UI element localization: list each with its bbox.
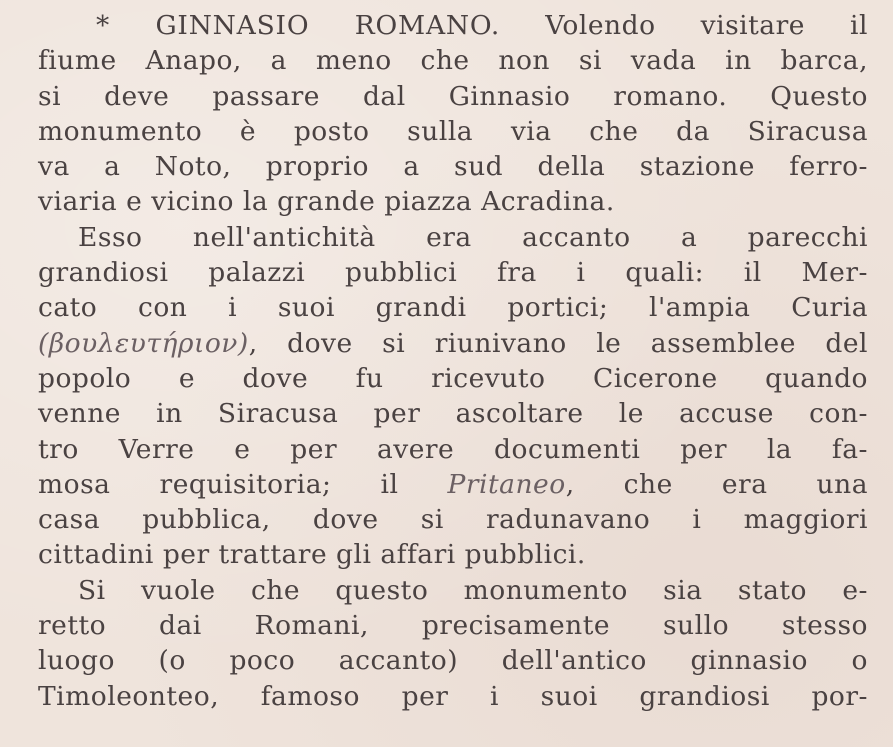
document-text — [38, 8, 868, 714]
text-line: retto dai Romani, precisamente sullo stesso — [38, 610, 868, 642]
greek-term: (βουλευτήριον) — [38, 327, 249, 359]
text-line: (βουλευτήριον), dove si riunivano le assemblee del — [38, 327, 868, 359]
pritaneo-term: Pritaneo — [447, 468, 566, 500]
text-line: Timoleonteo, famoso per i suoi grandiosi por- — [38, 680, 868, 712]
text-line: tro Verre e per avere documenti per la fa- — [38, 433, 868, 465]
text-line: popolo e dove fu ricevuto Cicerone quando — [38, 362, 868, 394]
paragraph-1 — [38, 8, 868, 220]
text-line: venne in Siracusa per ascoltare le accuse con- — [38, 398, 868, 430]
text-line: si deve passare dal Ginnasio romano. Questo — [38, 80, 868, 112]
text-line: * GINNASIO ROMANO. Volendo visitare il — [96, 10, 869, 41]
text-line: fiume Anapo, a meno che non si vada in barca, — [38, 45, 868, 77]
text-line: viaria e vicino la grande piazza Acradina. — [38, 186, 615, 218]
text-line: monumento è posto sulla via che da Siracusa — [38, 115, 868, 147]
text-line: Esso nell'antichità era accanto a parecchi — [78, 221, 868, 253]
paragraph-2 — [38, 220, 868, 573]
text-line: casa pubblica, dove si radunavano i maggiori — [38, 504, 868, 536]
text-line: cato con i suoi grandi portici; l'ampia Curia — [38, 292, 868, 324]
section-heading: * GINNASIO ROMANO. — [96, 10, 501, 41]
text-line: cittadini per trattare gli affari pubblici. — [38, 539, 586, 571]
text-line: grandiosi palazzi pubblici fra i quali: il Mer- — [38, 257, 868, 289]
text-line: Si vuole che questo monumento sia stato e- — [78, 574, 868, 606]
text-line: luogo (o poco accanto) dell'antico ginnasio o — [38, 645, 868, 677]
paragraph-3 — [38, 573, 868, 714]
text-line: mosa requisitoria; il Pritaneo, che era una — [38, 468, 868, 500]
text-line: va a Noto, proprio a sud della stazione ferro- — [38, 151, 868, 183]
